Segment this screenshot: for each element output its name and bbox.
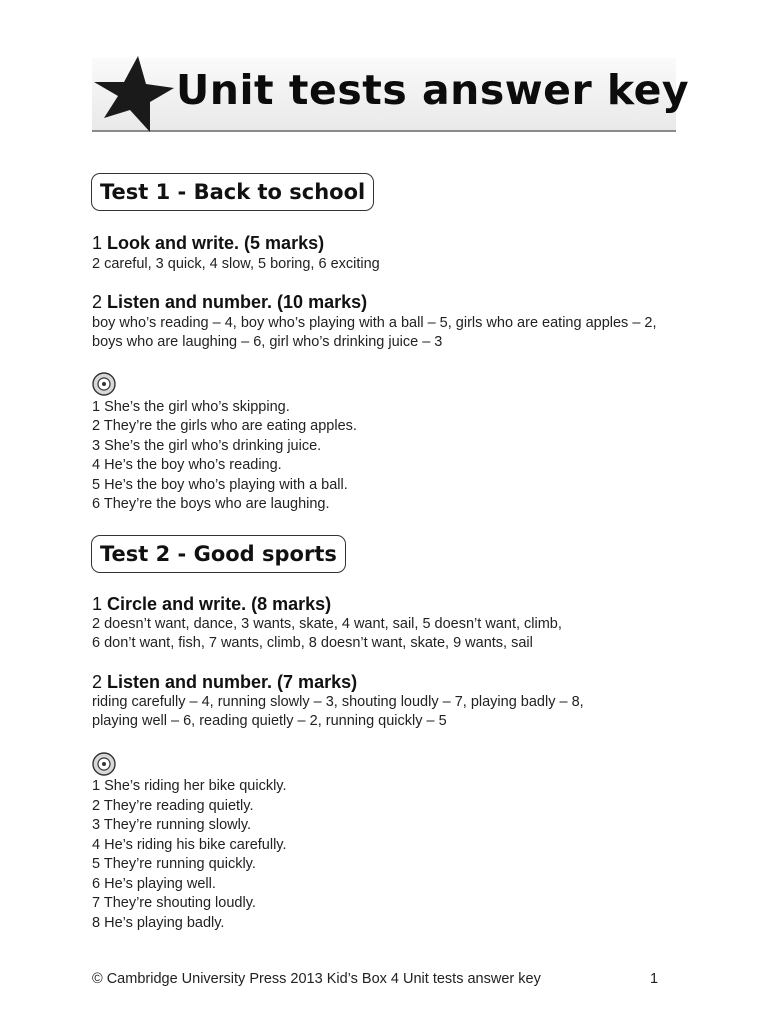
test1-q2-answer-line2: boys who are laughing – 6, girl who’s drinking juice – 3 bbox=[92, 334, 443, 350]
test2-q2-answer-line1: riding carefully – 4, running slowly – 3, shouting loudly – 7, playing badly – 8, bbox=[92, 694, 584, 710]
test2-script-line: 7 They’re shouting loudly. bbox=[92, 895, 256, 911]
test2-script-line: 8 He’s playing badly. bbox=[92, 915, 225, 931]
test2-q1-title: 1 Circle and write. (8 marks) bbox=[92, 594, 332, 614]
test2-heading: Test 2 - Good sports bbox=[91, 535, 346, 573]
test2-q1-answer-line2: 6 don’t want, fish, 7 wants, climb, 8 doesn’t want, skate, 9 wants, sail bbox=[92, 635, 533, 651]
test1-q2-answer-line1: boy who’s reading – 4, boy who’s playing with a ball – 5, girls who are eating apples – 2, bbox=[92, 315, 657, 331]
test1-script-line: 4 He’s the boy who’s reading. bbox=[92, 457, 282, 473]
cd-icon bbox=[92, 372, 116, 396]
test1-q2-title: 2 Listen and number. (10 marks) bbox=[92, 292, 368, 312]
test1-heading: Test 1 - Back to school bbox=[91, 173, 374, 211]
footer-copyright: © Cambridge University Press 2013 Kid’s Box 4 Unit tests answer key bbox=[92, 971, 541, 987]
test2-script-line: 6 He’s playing well. bbox=[92, 876, 216, 892]
test2-script-line: 1 She’s riding her bike quickly. bbox=[92, 778, 287, 794]
cd-icon bbox=[92, 752, 116, 776]
page-number: 1 bbox=[650, 971, 659, 987]
test2-q2-answer-line2: playing well – 6, reading quietly – 2, running quickly – 5 bbox=[92, 713, 447, 729]
test1-script-line: 1 She’s the girl who’s skipping. bbox=[92, 399, 290, 415]
test1-script-line: 5 He’s the boy who’s playing with a ball. bbox=[92, 477, 348, 493]
star-icon bbox=[92, 54, 176, 134]
test2-script-line: 2 They’re reading quietly. bbox=[92, 798, 254, 814]
test1-script-line: 6 They’re the boys who are laughing. bbox=[92, 496, 330, 512]
test1-q1-title: 1 Look and write. (5 marks) bbox=[92, 233, 325, 253]
test2-script-line: 3 They’re running slowly. bbox=[92, 817, 252, 833]
test2-q1-answer-line1: 2 doesn’t want, dance, 3 wants, skate, 4 want, sail, 5 doesn’t want, climb, bbox=[92, 616, 562, 632]
test1-script-line: 2 They’re the girls who are eating apples. bbox=[92, 418, 357, 434]
test1-q1-answer: 2 careful, 3 quick, 4 slow, 5 boring, 6 exciting bbox=[92, 256, 380, 272]
test2-q2-title: 2 Listen and number. (7 marks) bbox=[92, 672, 358, 692]
page-title: Unit tests answer key bbox=[176, 66, 690, 114]
test2-script-line: 4 He’s riding his bike carefully. bbox=[92, 837, 287, 853]
test1-script-line: 3 She’s the girl who’s drinking juice. bbox=[92, 438, 322, 454]
test2-script-line: 5 They’re running quickly. bbox=[92, 856, 256, 872]
